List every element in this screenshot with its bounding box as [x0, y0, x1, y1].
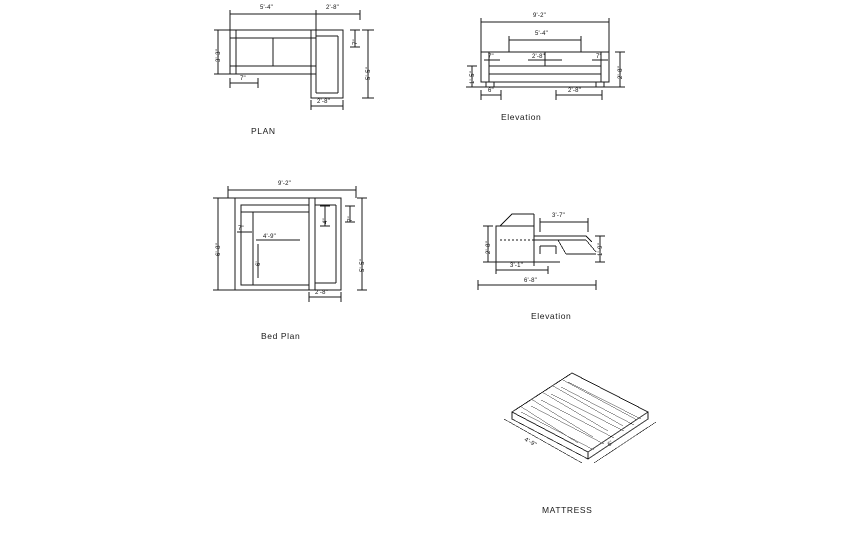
plan-dim-bottom-right: 2'-8"	[317, 99, 330, 105]
elev-top-dim-bottom-right: 2'-8"	[568, 88, 581, 94]
elev-top-dim-inner: 5'-4"	[535, 31, 548, 37]
elev-bottom-dim-top: 3'-7"	[552, 213, 565, 219]
bed-plan-title: Bed Plan	[261, 331, 301, 341]
mattress-dim-front-left: 4'-9"	[523, 437, 538, 449]
elev-top-dim-bottom-left: 6"	[488, 88, 494, 94]
bed-plan-dim-chaise-inner: 4"	[323, 218, 329, 224]
plan-dim-right-outer: 5'-5"	[366, 67, 372, 80]
elev-top-dim-middle: 2'-8"	[532, 54, 545, 60]
bed-plan-dim-seat-depth: 6'	[256, 261, 262, 266]
elev-top-dim-right-vertical: 2'-8"	[618, 66, 624, 79]
elev-top-dim-left-inner: 7"	[488, 54, 494, 60]
bed-plan-dim-seat-width: 4'-9"	[263, 234, 276, 240]
mattress-dim-front-right: 6'	[607, 440, 615, 449]
elevation-top-title: Elevation	[501, 112, 542, 122]
plan-dim-bottom-left: 7"	[240, 76, 246, 82]
bed-plan-dim-left-inner: 7"	[238, 226, 244, 232]
plan-dim-top-left: 5'-4"	[260, 5, 273, 11]
elev-bottom-dim-right-vertical: 1'-9"	[598, 243, 604, 256]
plan-dim-left-vertical: 3'-3"	[216, 49, 222, 62]
elev-bottom-dim-bottom-overall: 6'-8"	[524, 278, 537, 284]
bed-plan-dim-left-vertical: 6'-8"	[216, 243, 222, 256]
bed-plan-dim-right-outer: 5'-5"	[360, 259, 366, 272]
plan-title: PLAN	[251, 126, 276, 136]
plan-geometry	[230, 30, 343, 98]
plan-dim-right-inner: 7"	[353, 39, 359, 45]
elev-bottom-dim-left-vertical: 2'-8"	[486, 241, 492, 254]
elev-top-dim-left-vertical: 1'-5"	[470, 71, 476, 84]
mattress-title: MATTRESS	[542, 505, 593, 515]
bed-plan-dim-bottom-right: 2'-8"	[315, 290, 328, 296]
plan-dim-top-right: 2'-8"	[326, 5, 339, 11]
elev-top-dim-overall: 9'-2"	[533, 13, 546, 19]
plan-dimensions	[214, 10, 374, 110]
bed-plan-dim-overall: 9'-2"	[278, 181, 291, 187]
mattress-tufting	[520, 380, 641, 450]
elev-bottom-dim-bottom-inner: 3'-1"	[510, 263, 523, 269]
elev-top-dim-right-inner: 7"	[596, 54, 602, 60]
bed-plan-dim-right-inner: 7"	[348, 216, 354, 222]
elevation-bottom-title: Elevation	[531, 311, 572, 321]
